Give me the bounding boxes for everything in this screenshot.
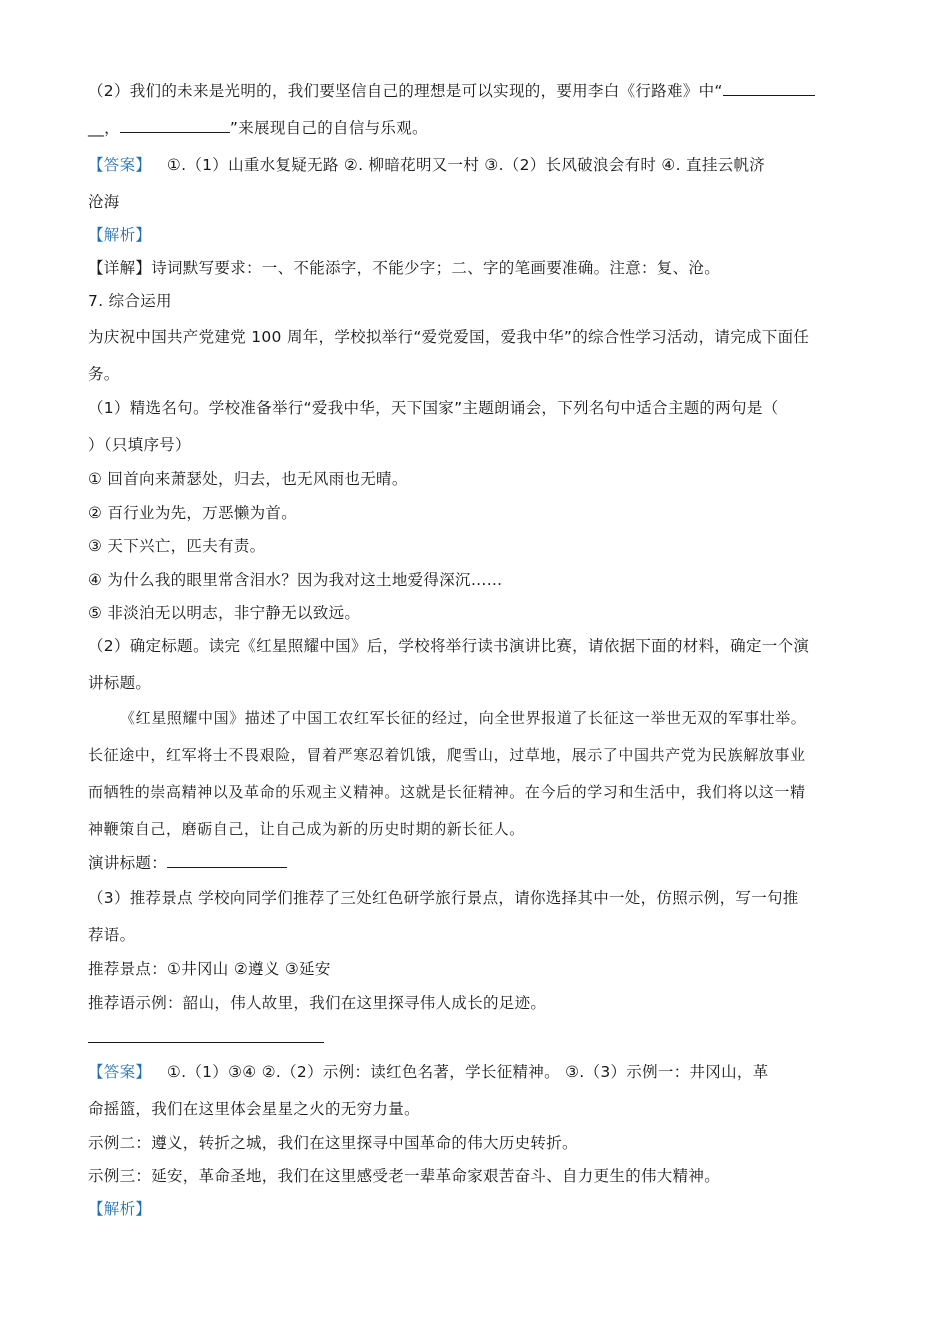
recommendation-example: 推荐语示例：韶山，伟人故里，我们在这里探寻伟人成长的足迹。 xyxy=(88,994,547,1012)
answer-blank xyxy=(723,81,815,96)
q6-answer-line1 xyxy=(88,154,765,176)
q7-part1-line1: （1）精选名句。学校准备举行“爱我中华，天下国家”主题朗诵会，下列名句中适合主题的两句是（ xyxy=(88,399,779,417)
option-item: ④ 为什么我的眼里常含泪水？因为我对这土地爱得深沉…… xyxy=(88,571,503,589)
q6-detail xyxy=(88,257,720,279)
answer-blank xyxy=(120,118,230,133)
q6-part2-line2-start: __， xyxy=(88,119,120,137)
speech-title-line xyxy=(88,852,287,874)
option-item: ② 百行业为先，万恶懒为首。 xyxy=(88,504,298,522)
q6-part2-text: （2）我们的未来是光明的，我们要坚信自己的理想是可以实现的，要用李白《行路难》中“ xyxy=(88,82,723,100)
material-line: 神鞭策自己，磨砺自己，让自己成为新的历史时期的新长征人。 xyxy=(88,820,525,838)
q6-part2-line1 xyxy=(88,80,815,102)
answer-tag: 【答案】 xyxy=(88,1063,152,1081)
q7-title: 7. 综合运用 xyxy=(88,292,172,310)
analysis-tag: 【解析】 xyxy=(88,1200,152,1218)
answer-tag: 【答案】 xyxy=(88,156,152,174)
q7-intro-line2: 务。 xyxy=(88,365,120,383)
q7-part3-line2: 荐语。 xyxy=(88,926,136,944)
material-line: 而牺牲的崇高精神以及革命的乐观主义精神。这就是长征精神。在今后的学习和生活中，我们将以这一精 xyxy=(88,783,806,801)
detail-tag: 【详解】 xyxy=(88,259,152,277)
q6-part2-line2-end: ”来展现自己的自信与乐观。 xyxy=(229,119,428,137)
answer-rule xyxy=(88,1042,324,1043)
option-item: ⑤ 非淡泊无以明志，非宁静无以致远。 xyxy=(88,604,361,622)
q7-answer-example2: 示例二：遵义，转折之城，我们在这里探寻中国革命的伟大历史转折。 xyxy=(88,1134,578,1152)
recommended-spots: 推荐景点：①井冈山 ②遵义 ③延安 xyxy=(88,960,331,978)
q7-answer-line2: 命摇篮，我们在这里体会星星之火的无穷力量。 xyxy=(88,1100,420,1118)
q7-part3-line1: （3）推荐景点 学校向同学们推荐了三处红色研学旅行景点，请你选择其中一处，仿照示例，写一句推 xyxy=(88,889,799,907)
q6-part2-line2 xyxy=(88,117,428,139)
option-item: ① 回首向来萧瑟处，归去，也无风雨也无晴。 xyxy=(88,470,408,488)
q7-part1-line2: ）（只填序号） xyxy=(88,436,191,454)
q7-intro-line1: 为庆祝中国共产党建党 100 周年，学校拟举行“爱党爱国，爱我中华”的综合性学习活动，请完成下面任 xyxy=(88,328,810,346)
analysis-tag: 【解析】 xyxy=(88,226,152,244)
detail-text: 诗词默写要求：一、不能添字，不能少字；二、字的笔画要准确。注意：复、沧。 xyxy=(151,259,721,277)
answer-blank xyxy=(167,853,287,868)
option-item: ③ 天下兴亡，匹夫有责。 xyxy=(88,537,266,555)
q7-part2-line1: （2）确定标题。读完《红星照耀中国》后，学校将举行读书演讲比赛，请依据下面的材料，确定一个演 xyxy=(88,637,810,655)
q7-answer-example3: 示例三：延安，革命圣地，我们在这里感受老一辈革命家艰苦奋斗、自力更生的伟大精神。 xyxy=(88,1167,721,1185)
q7-part2-line2: 讲标题。 xyxy=(88,674,152,692)
q7-answer-line1 xyxy=(88,1061,769,1083)
q6-answer-line2: 沧海 xyxy=(88,193,120,211)
material-line: 长征途中，红军将士不畏艰险，冒着严寒忍着饥饿，爬雪山，过草地，展示了中国共产党为民族解放事业 xyxy=(88,746,806,764)
q6-answer-text: ①.（1）山重水复疑无路 ②. 柳暗花明又一村 ③.（2）长风破浪会有时 ④. 直挂云帆济 xyxy=(166,156,766,174)
q7-answer-text: ①.（1）③④ ②.（2）示例：读红色名著，学长征精神。 ③.（3）示例一：井冈山，革 xyxy=(166,1063,769,1081)
material-line: 《红星照耀中国》描述了中国工农红军长征的经过，向全世界报道了长征这一举世无双的军事壮举。 xyxy=(120,709,807,727)
speech-title-label: 演讲标题： xyxy=(88,854,168,872)
